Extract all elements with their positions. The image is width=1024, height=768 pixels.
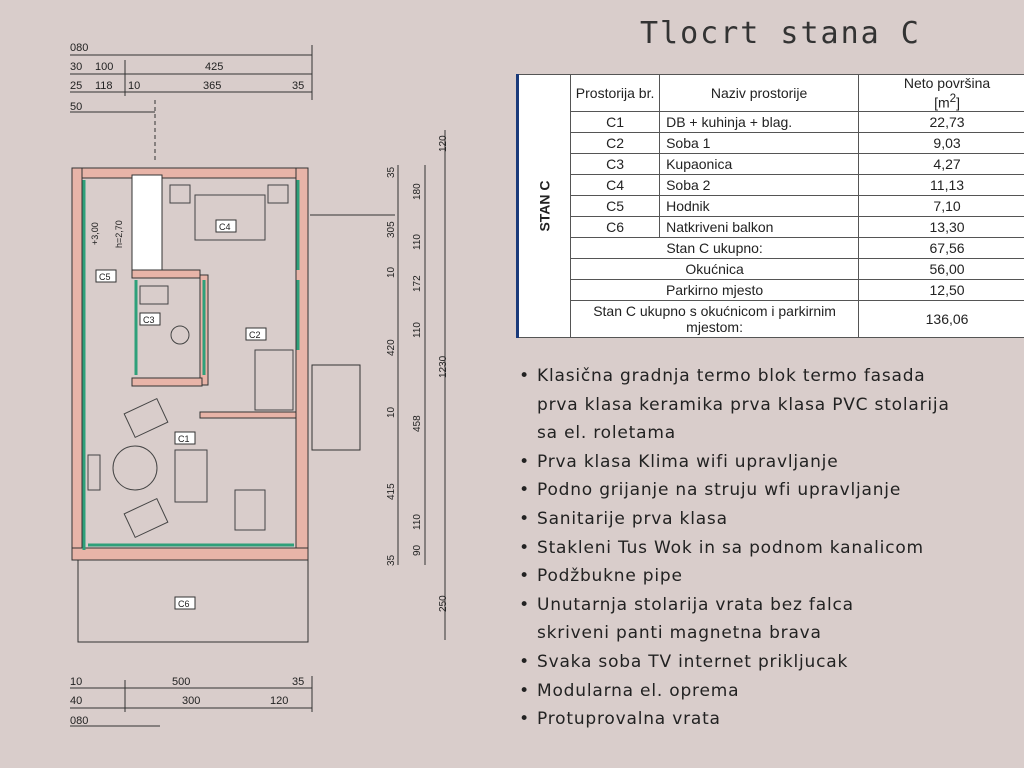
summary-row xyxy=(518,301,1024,338)
cell-room-id: C2 xyxy=(571,133,660,154)
dim-right-7: 172 xyxy=(412,275,423,292)
dim-top-6: 118 xyxy=(95,80,113,92)
cell-room-name: Soba 2 xyxy=(660,175,859,196)
cell-room-id: C3 xyxy=(571,154,660,175)
cell-room-name: Soba 1 xyxy=(660,133,859,154)
area-table xyxy=(516,74,1024,338)
table-row xyxy=(518,217,1024,238)
bullet-icon: • xyxy=(519,594,530,615)
dim-bottom-7: 080 xyxy=(70,715,89,727)
list-item: • Svaka soba TV internet prikljucak xyxy=(512,648,1024,677)
cell-room-area: 11,13 xyxy=(859,175,1024,196)
feature-list xyxy=(512,362,1024,734)
bullet-icon: • xyxy=(519,651,530,672)
dim-right-11: 10 xyxy=(386,406,397,418)
dim-right-5: 110 xyxy=(412,234,423,250)
summary-row xyxy=(518,238,1024,259)
list-item: • Unutarnja stolarija vrata bez falca xyxy=(512,591,1024,620)
dim-right-2: 35 xyxy=(386,166,397,178)
summary-area: 67,56 xyxy=(859,238,1024,259)
right-dimension-lines xyxy=(310,130,445,640)
room-label-c4: C4 xyxy=(219,222,231,232)
table-row xyxy=(518,133,1024,154)
terrace-element xyxy=(312,365,360,450)
dim-right-13: 415 xyxy=(386,483,397,500)
list-item: • Prva klasa Klima wifi upravljanje xyxy=(512,448,1024,477)
cell-room-area: 9,03 xyxy=(859,133,1024,154)
dim-top-10: 50 xyxy=(70,101,83,113)
bullet-icon: • xyxy=(519,508,530,529)
dim-right-1: 120 xyxy=(438,135,449,152)
cell-room-name: DB + kuhinja + blag. xyxy=(660,112,859,133)
list-item-continuation: skriveni panti magnetna brava xyxy=(537,623,822,644)
list-item: • Stakleni Tus Wok in sa podnom kanalicom xyxy=(512,534,1024,563)
cell-room-id: C1 xyxy=(571,112,660,133)
bullet-icon: • xyxy=(519,366,530,386)
dim-right-9: 420 xyxy=(386,339,397,356)
list-item: • Sanitarije prva klasa xyxy=(512,505,1024,534)
cell-room-id: C4 xyxy=(571,175,660,196)
summary-label: Stan C ukupno s okućnicom i parkirnim mjestom: xyxy=(571,301,859,338)
cell-room-area: 13,30 xyxy=(859,217,1024,238)
dim-top-5: 25 xyxy=(70,80,83,92)
summary-area: 56,00 xyxy=(859,259,1024,280)
dim-top-8: 365 xyxy=(203,80,222,92)
list-item: • Podžbukne pipe xyxy=(512,562,1024,591)
cell-room-name: Kupaonica xyxy=(660,154,859,175)
dim-top-3: 100 xyxy=(95,61,114,73)
dim-bottom-1: 10 xyxy=(70,676,83,688)
header-room-name: Naziv prostorije xyxy=(660,75,859,112)
dim-right-8: 110 xyxy=(412,322,423,338)
cell-room-id: C5 xyxy=(571,196,660,217)
area-table-wrapper xyxy=(516,74,1024,338)
table-side-cell xyxy=(518,75,571,338)
dim-right-10: 1230 xyxy=(438,355,449,378)
dim-right-17: 250 xyxy=(438,595,449,612)
dim-right-16: 90 xyxy=(412,544,423,556)
table-side-label: STAN C xyxy=(536,180,553,232)
summary-label: Okućnica xyxy=(571,259,859,280)
table-row xyxy=(518,175,1024,196)
cell-room-name: Natkriveni balkon xyxy=(660,217,859,238)
summary-area: 136,06 xyxy=(859,301,1024,338)
header-net-area: Neto površina $[m^2]$ xyxy=(859,75,1024,112)
dim-bottom-5: 300 xyxy=(182,695,201,707)
cell-room-id: C6 xyxy=(571,217,660,238)
walls xyxy=(72,168,308,560)
bullet-icon: • xyxy=(519,566,530,587)
dim-right-6: 10 xyxy=(386,266,397,278)
summary-row xyxy=(518,259,1024,280)
dim-top-7: 10 xyxy=(128,80,141,92)
dim-top-2: 30 xyxy=(70,61,83,73)
dim-top-4: 425 xyxy=(205,61,224,73)
cell-room-name: Hodnik xyxy=(660,196,859,217)
list-item: • Protuprovalna vrata xyxy=(512,705,1024,734)
header-room-number: Prostorija br. xyxy=(571,75,660,112)
room-label-c5: C5 xyxy=(99,272,111,282)
bullet-icon: • xyxy=(519,537,530,558)
table-row xyxy=(518,154,1024,175)
dim-bottom-6: 120 xyxy=(270,695,289,707)
room-label-c1: C1 xyxy=(178,434,190,444)
bullet-icon: • xyxy=(519,709,530,730)
dim-right-3: 180 xyxy=(412,183,423,200)
dim-bottom-3: 35 xyxy=(292,676,305,688)
dim-right-15: 35 xyxy=(386,554,397,566)
bullet-icon: • xyxy=(519,680,530,701)
cell-room-area: 4,27 xyxy=(859,154,1024,175)
table-row xyxy=(518,196,1024,217)
bullet-icon: • xyxy=(519,451,530,472)
dim-bottom-4: 40 xyxy=(70,695,83,707)
dim-right-12: 458 xyxy=(412,415,423,432)
level-label-height: h=2,70 xyxy=(114,220,124,248)
dim-right-14: 110 xyxy=(412,514,423,530)
dim-top-1: 080 xyxy=(70,42,89,54)
page-title: Tlocrt stana C xyxy=(640,16,921,51)
summary-label: Parkirno mjesto xyxy=(571,280,859,301)
room-label-c2: C2 xyxy=(249,330,261,340)
floor-plan xyxy=(0,0,500,768)
bullet-icon: • xyxy=(519,480,530,501)
list-item: • Podno grijanje na struju wfi upravljanje xyxy=(512,476,1024,505)
dim-top-9: 35 xyxy=(292,80,305,92)
cell-room-area: 7,10 xyxy=(859,196,1024,217)
summary-label: Stan C ukupno: xyxy=(571,238,859,259)
dim-right-4: 305 xyxy=(386,221,397,238)
table-row xyxy=(518,112,1024,133)
summary-row xyxy=(518,280,1024,301)
list-item: • Klasična gradnja termo blok termo fasada xyxy=(512,362,1024,391)
list-item-continuation: prva klasa keramika prva klasa PVC stolarija xyxy=(537,394,950,415)
level-label-elevation: +3,00 xyxy=(90,222,100,245)
list-item-continuation: sa el. roletama xyxy=(537,423,676,444)
summary-area: 12,50 xyxy=(859,280,1024,301)
dim-bottom-2: 500 xyxy=(172,676,191,688)
cell-room-area: 22,73 xyxy=(859,112,1024,133)
room-label-c6: C6 xyxy=(178,599,190,609)
list-item: • Modularna el. oprema xyxy=(512,677,1024,706)
room-label-c3: C3 xyxy=(143,315,155,325)
